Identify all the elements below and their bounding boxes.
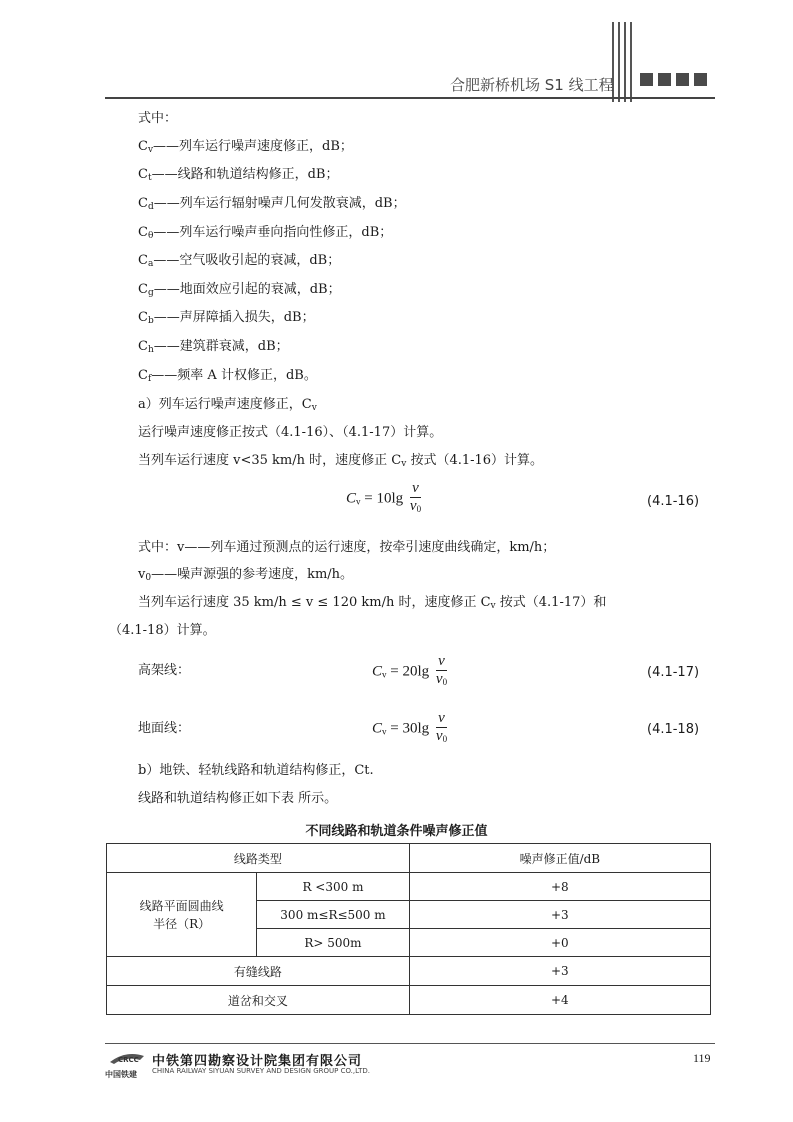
noise-correction-table [106, 843, 711, 1015]
symbol-definition-line: $C_b——$声屏障插入损失，dB； [138, 310, 315, 326]
section-b-line1: 线路和轨道结构修正如下表 所示。 [138, 791, 338, 806]
condition-line: 当列车运行速度 35 km/h ≤ v ≤ 120 km/h 时，速度修正 $C_v$ 按式（4.1-17）和 [138, 595, 607, 611]
symbol-definition-line: $C_f——$频率 A 计权修正，dB。 [138, 368, 317, 384]
section-a-line1: 运行噪声速度修正按式（4.1-16）、（4.1-17）计算。 [138, 425, 443, 440]
where-v0: $v_0——$噪声源强的参考速度，km/h。 [138, 567, 354, 583]
svg-text:中国铁建: 中国铁建 [105, 1070, 137, 1079]
footer-rule [105, 1043, 715, 1044]
table-cell: +3 [409, 901, 710, 929]
header-square [658, 73, 671, 86]
header-decor-lines [612, 22, 634, 102]
header-square [694, 73, 707, 86]
equation-4-1-16: $C_v = 10\lg$ $\frac{v}{v_0}$ [346, 480, 422, 514]
condition-line2: （4.1-18）计算。 [109, 623, 216, 638]
table-title: 不同线路和轨道条件噪声修正值 [305, 824, 488, 839]
symbol-definition-line: $C_\theta——$列车运行噪声垂向指向性修正，dB； [138, 225, 393, 241]
svg-text:CRCC: CRCC [118, 1056, 139, 1064]
section-a-line2: 当列车运行速度 v<35 km/h 时，速度修正 $C_v$ 按式（4.1-16）计算。 [138, 453, 544, 469]
table-cell: +8 [409, 873, 710, 901]
symbol-definition-line: $C_h——$建筑群衰减，dB； [138, 339, 289, 355]
header-square [640, 73, 653, 86]
equation-number: (4.1-16) [647, 494, 700, 509]
header-rule [105, 97, 715, 99]
symbol-definition-line: $C_d——$列车运行辐射噪声几何发散衰减，dB； [138, 196, 406, 212]
company-name-en: CHINA RAILWAY SIYUAN SURVEY AND DESIGN GROUP CO.,LTD. [152, 1067, 370, 1075]
ground-label: 地面线： [138, 721, 191, 736]
section-b-title: b）地铁、轻轨线路和轨道结构修正，Ct. [138, 763, 374, 778]
page-number: 119 [693, 1051, 711, 1065]
symbol-definition-line: $C_t——$线路和轨道结构修正，dB； [138, 167, 339, 183]
table-header-cell: 线路类型 [107, 844, 410, 873]
company-name: 中铁第四勘察设计院集团有限公司 [152, 1054, 363, 1069]
equation-number: (4.1-18) [647, 722, 700, 737]
table-cell: +0 [409, 929, 710, 957]
table-cell: +3 [409, 957, 710, 986]
equation-4-1-18: $C_v = 30\lg$ $\frac{v}{v_0}$ [372, 710, 448, 744]
elevated-label: 高架线： [138, 663, 191, 678]
header-title: 合肥新桥机场 S1 线工程 [450, 76, 614, 94]
table-cell: 道岔和交叉 [107, 986, 410, 1015]
where-intro: 式中： [138, 111, 178, 126]
equation-number: (4.1-17) [647, 665, 700, 680]
table-cell: R <300 m [257, 873, 409, 901]
company-logo [104, 1048, 148, 1080]
header-square [676, 73, 689, 86]
symbol-definition-line: $C_g——$地面效应引起的衰减，dB； [138, 282, 341, 298]
where-v: 式中：v——列车通过预测点的运行速度，按牵引速度曲线确定，km/h； [138, 540, 556, 555]
equation-4-1-17: $C_v = 20\lg$ $\frac{v}{v_0}$ [372, 653, 448, 687]
table-cell: 有缝线路 [107, 957, 410, 986]
symbol-definition-line: $C_v——$列车运行噪声速度修正，dB； [138, 139, 353, 155]
symbol-definition-line: $C_a——$空气吸收引起的衰减，dB； [138, 253, 341, 269]
table-cell: +4 [409, 986, 710, 1015]
table-cell: 300 m≤R≤500 m [257, 901, 409, 929]
table-cell: R> 500m [257, 929, 409, 957]
section-a-title: a）列车运行噪声速度修正，$C_v$ [138, 397, 317, 413]
table-group-cell: 线路平面圆曲线 半径（R） [107, 873, 257, 957]
table-header-cell: 噪声修正值/dB [409, 844, 710, 873]
